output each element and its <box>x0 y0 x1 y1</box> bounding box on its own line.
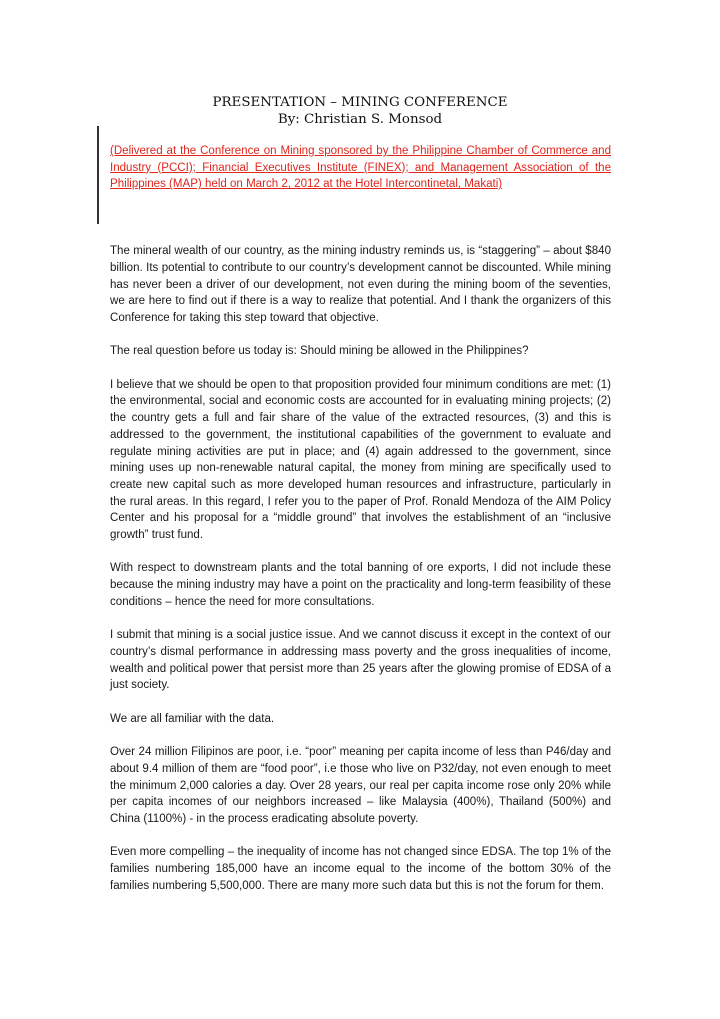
paragraph: Even more compelling – the inequality of income has not changed since EDSA. The top 1% of the families numbering 185,000 have an income equal to the income of the bottom 30% of the families numbering 5,500,000. There are many more such data but this is not the forum for them. <box>110 846 611 892</box>
paragraph: The mineral wealth of our country, as the mining industry reminds us, is “staggering” – about $840 billion. Its potential to contribute to our country’s development cannot be discounted. While mining has never been a driver of our development, not even during the mining boom of the seventies, we are here to find out if there is a way to realize that potential. And I thank the organizers of this Conference for taking this step toward that objective. <box>110 245 611 324</box>
paragraph: Over 24 million Filipinos are poor, i.e. “poor” meaning per capita income of less than P46/day and about 9.4 million of them are “food poor”, i.e those who live on P32/day, not even enough to meet the minimum 2,000 calories a day. Over 28 years, our real per capita income rose only 20% while per capita incomes of our neighbors increased – like Malaysia (400%), Thailand (500%) and China (1100%) - in the process eradicating absolute poverty. <box>110 746 611 825</box>
paragraph: The real question before us today is: Should mining be allowed in the Philippines? <box>110 345 529 358</box>
body-text <box>110 143 611 911</box>
title-block <box>100 94 620 128</box>
margin-change-bar <box>97 126 99 224</box>
paragraph: I submit that mining is a social justice issue. And we cannot discuss it except in the context of our country’s dismal performance in addressing mass poverty and the gross inequalities of income, wealth and political power that persist more than 25 years after the glowing promise of EDSA of a just society. <box>110 629 611 692</box>
delivered-note: (Delivered at the Conference on Mining sponsored by the Philippine Chamber of Commerce and Industry (PCCI); Financial Executives Institute (FINEX); and Management Association of the Philippines (MAP) held on March 2, 2012 at the Hotel Intercontinetal, Makati) <box>110 145 611 191</box>
byline: By: Christian S. Monsod <box>277 112 443 127</box>
paragraph: With respect to downstream plants and the total banning of ore exports, I did not include these because the mining industry may have a point on the practicality and long-term feasibility of these conditions – hence the need for more consultations. <box>110 562 611 608</box>
paragraph: I believe that we should be open to that proposition provided four minimum conditions are met: (1) the environmental, social and economic costs are accounted for in evaluating mining projects; (2) the country gets a full and fair share of the value of the extracted resources, (3) and this is addressed to the government, the institutional capabilities of the government to evaluate and regulate mining activities are put in place; and (4) again addressed to the government, since mining uses up non-renewable natural capital, the money from mining are specifically used to create new capital such as more developed human resources and infrastructure, particularly in the rural areas. In this regard, I refer you to the paper of Prof. Ronald Mendoza of the AIM Policy Center and his proposal for a “middle ground” that involves the establishment of an “inclusive growth” trust fund. <box>110 378 611 542</box>
page-title: PRESENTATION – MINING CONFERENCE <box>212 95 508 110</box>
paragraph: We are all familiar with the data. <box>110 712 275 725</box>
